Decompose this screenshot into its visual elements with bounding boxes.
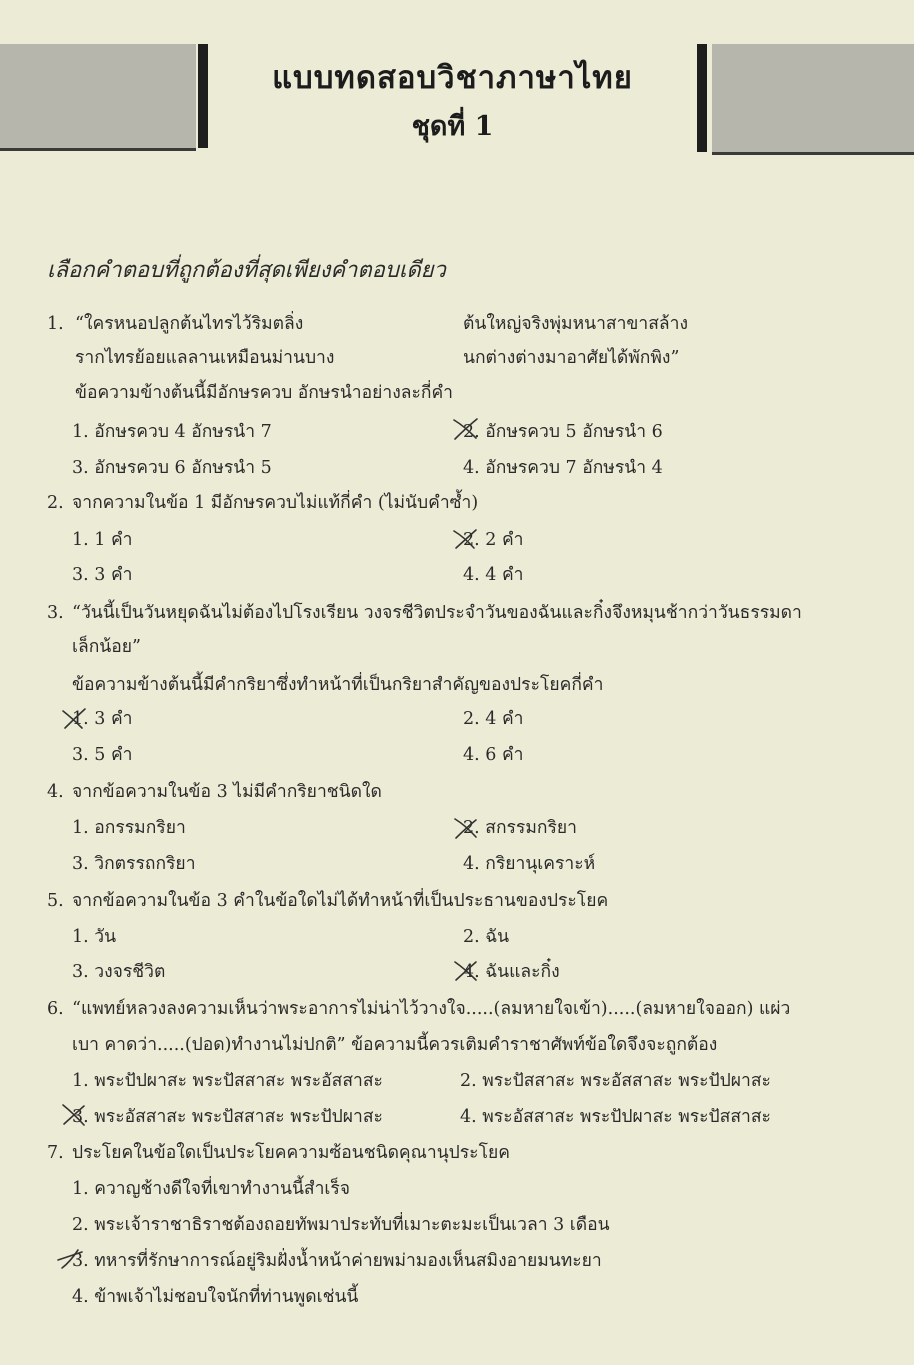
page-title: แบบทดสอบวิชาภาษาไทย: [272, 60, 633, 96]
header-rule-right: [697, 44, 707, 152]
instruction-text: เลือกคำตอบที่ถูกต้องที่สุดเพียงคำตอบเดียว: [47, 258, 446, 283]
answer-choice[interactable]: 2. 2 คำ: [463, 530, 524, 550]
answer-choice[interactable]: 3. 3 คำ: [72, 565, 133, 585]
answer-choice[interactable]: 2. ฉัน: [463, 927, 510, 947]
answer-choice[interactable]: 3. พระอัสสาสะ พระปัสสาสะ พระปัปผาสะ: [72, 1107, 383, 1127]
answer-cross-mark-icon: [452, 416, 480, 442]
question-text: จากข้อความในข้อ 3 ไม่มีคำกริยาชนิดใด: [72, 782, 382, 802]
answer-choice[interactable]: 1. อักษรควบ 4 อักษรนำ 7: [72, 422, 272, 442]
header-bar-left: [0, 44, 196, 151]
page-subtitle: ชุดที่ 1: [411, 111, 494, 142]
answer-cross-mark-icon: [452, 526, 480, 552]
question-text: ต้นใหญ่จริงพุ่มหนาสาขาสล้าง: [463, 314, 688, 334]
question-number: 1.: [47, 314, 64, 334]
answer-cross-mark-icon: [452, 815, 480, 841]
question-text: “วันนี้เป็นวันหยุดฉันไม่ต้องไปโรงเรียน วงจรชีวิตประจำวันของฉันและกิ๋งจึงหมุนช้ากว่าวันธรรมดา: [72, 603, 802, 623]
question-text: นกต่างต่างมาอาศัยได้พักพิง”: [463, 348, 680, 368]
question-number: 6.: [47, 999, 64, 1019]
answer-cross-mark-icon: [60, 706, 88, 732]
answer-choice[interactable]: 4. อักษรควบ 7 อักษรนำ 4: [463, 458, 663, 478]
answer-cross-mark-icon: [60, 1102, 88, 1128]
answer-choice[interactable]: 3. 5 คำ: [72, 745, 133, 765]
answer-choice[interactable]: 2. อักษรควบ 5 อักษรนำ 6: [463, 422, 663, 442]
answer-choice[interactable]: 3. อักษรควบ 6 อักษรนำ 5: [72, 458, 272, 478]
question-number: 3.: [47, 603, 64, 623]
header-bar-right: [712, 44, 914, 155]
answer-choice[interactable]: 3. วิกตรรถกริยา: [72, 854, 196, 874]
answer-cross-mark-icon: [56, 1246, 84, 1272]
question-text: เบา คาดว่า.....(ปอด)ทำงานไม่ปกติ” ข้อความนี้ควรเติมคำราชาศัพท์ข้อใดจึงจะถูกต้อง: [72, 1035, 718, 1055]
answer-choice[interactable]: 4. กริยานุเคราะห์: [463, 854, 596, 874]
question-text: รากไทรย้อยแลลานเหมือนม่านบาง: [75, 348, 335, 368]
answer-choice[interactable]: 4. ฉันและกิ๋ง: [463, 962, 560, 982]
question-text: เล็กน้อย”: [72, 637, 141, 657]
answer-choice[interactable]: 1. 3 คำ: [72, 709, 133, 729]
question-text: “แพทย์หลวงลงความเห็นว่าพระอาการไม่น่าไว้วางใจ.....(ลมหายใจเข้า).....(ลมหายใจออก) แผ่ว: [72, 999, 791, 1019]
answer-choice[interactable]: 3. ทหารที่รักษาการณ์อยู่ริมฝั่งน้ำหน้าค่ายพม่ามองเห็นสมิงอายมนทะยา: [72, 1251, 602, 1271]
question-number: 4.: [47, 782, 64, 802]
question-number: 5.: [47, 891, 64, 911]
question-text: จากข้อความในข้อ 3 คำในข้อใดไม่ได้ทำหน้าที่เป็นประธานของประโยค: [72, 891, 609, 911]
answer-choice[interactable]: 1. พระปัปผาสะ พระปัสสาสะ พระอัสสาสะ: [72, 1071, 383, 1091]
answer-cross-mark-icon: [452, 958, 480, 984]
answer-choice[interactable]: 4. พระอัสสาสะ พระปัปผาสะ พระปัสสาสะ: [460, 1107, 771, 1127]
answer-choice[interactable]: 1. 1 คำ: [72, 530, 133, 550]
answer-choice[interactable]: 1. อกรรมกริยา: [72, 818, 186, 838]
question-text: ประโยคในข้อใดเป็นประโยคความซ้อนชนิดคุณานุประโยค: [72, 1143, 510, 1163]
answer-choice[interactable]: 4. 4 คำ: [463, 565, 524, 585]
answer-choice[interactable]: 4. ข้าพเจ้าไม่ชอบใจนักที่ท่านพูดเช่นนี้: [72, 1287, 359, 1307]
question-text: ข้อความข้างต้นนี้มีอักษรควบ อักษรนำอย่างละกี่คำ: [75, 383, 453, 403]
answer-choice[interactable]: 3. วงจรชีวิต: [72, 962, 166, 982]
answer-choice[interactable]: 1. ควาญช้างดีใจที่เขาทำงานนี้สำเร็จ: [72, 1179, 351, 1199]
question-text: ข้อความข้างต้นนี้มีคำกริยาซึ่งทำหน้าที่เป็นกริยาสำคัญของประโยคกี่คำ: [72, 675, 604, 695]
answer-choice[interactable]: 1. วัน: [72, 927, 117, 947]
answer-choice[interactable]: 4. 6 คำ: [463, 745, 524, 765]
answer-choice[interactable]: 2. พระปัสสาสะ พระอัสสาสะ พระปัปผาสะ: [460, 1071, 771, 1091]
question-text: จากความในข้อ 1 มีอักษรควบไม่แท้กี่คำ (ไม่นับคำซ้ำ): [72, 493, 479, 513]
answer-choice[interactable]: 2. 4 คำ: [463, 709, 524, 729]
header-rule-left: [198, 44, 208, 148]
answer-choice[interactable]: 2. สกรรมกริยา: [463, 818, 577, 838]
question-number: 7.: [47, 1143, 64, 1163]
answer-choice[interactable]: 2. พระเจ้าราชาธิราชต้องถอยทัพมาประทับที่เมาะตะมะเป็นเวลา 3 เดือน: [72, 1215, 610, 1235]
question-number: 2.: [47, 493, 64, 513]
question-text: “ใครหนอปลูกต้นไทรไว้ริมตลิ่ง: [75, 314, 304, 334]
